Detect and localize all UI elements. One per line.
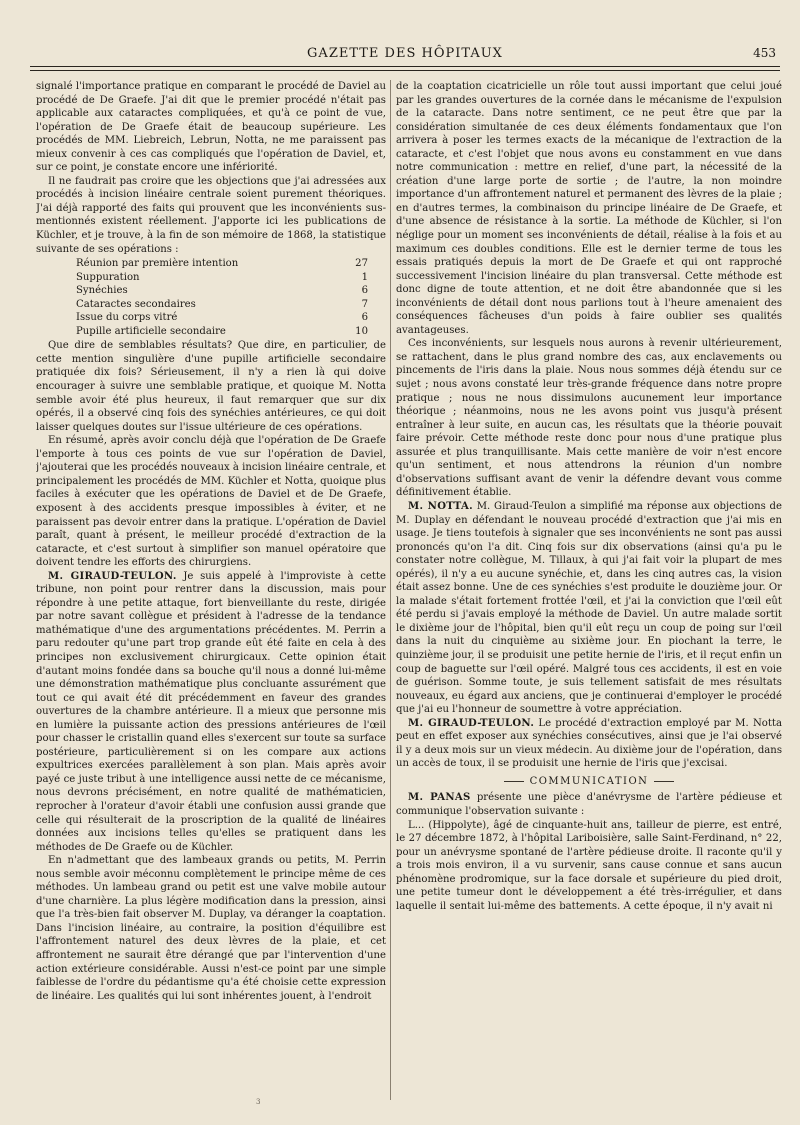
paragraph: signalé l'importance pratique en comparant le procédé de Daviel au procédé de De Graefe. J'ai dit que le premier procédé n'était pas applicable aux cataractes compliquées, et qu'à ce point de vue, l'opération de De Graefe était de beaucoup supérieure. Les procédés de MM. Liebreich, Lebrun, Notta, ne me paraissent pas mieux convenir à ces cas compliqués que l'opération de Daviel, et, sur ce point, je constate encore une infériorité. — [36, 81, 386, 174]
stat-value: 1 — [361, 271, 368, 283]
column-rule — [390, 80, 391, 1100]
stat-value: 27 — [355, 258, 368, 270]
stat-value: 6 — [361, 285, 368, 297]
paragraph: Que dire de semblables résultats? Que dire, en particulier, de cette mention singulière d'une pupille artificielle secondaire pratiquée dix fois? Sérieusement, il n'y a rien là qui doive encourager à suivre une semblable pratique, et quoique M. Notta semble avoir été plus heureux, il faut remarquer que sur dix opérés, il a observé cinq fois des synéchies antérieures, ce qui doit laisser quelques doutes sur l'issue ultérieure de ces opérations. — [36, 340, 386, 433]
stat-row — [36, 284, 386, 298]
paragraph — [396, 500, 782, 717]
paragraph — [36, 570, 386, 854]
paragraph: Il ne faudrait pas croire que les objections que j'ai adressées aux procédés à incision linéaire centrale soient purement théoriques. J'ai déjà rapporté des faits qui prouvent que les inconvénients sus-mentionnés existent réellement. J'apporte ici les publications de Küchler, et je trouve, à la fin de son mémoire de 1868, la statistique suivante de ses opérations : — [36, 175, 386, 255]
stat-label: Issue du corps vitré — [76, 312, 178, 324]
paragraph: En n'admettant que des lambeaux grands ou petits, M. Perrin nous semble avoir méconnu complètement le principe même de ces méthodes. Un lambeau grand ou petit est une valve mobile autour d'une charnière. La plus légère modification dans la pression, ainsi que l'a très-bien fait observer M. Duplay, va déranger la coaptation. Dans l'incision linéaire, au contraire, la position d'équilibre est l'affrontement naturel des deux lèvres de la plaie, et cet affrontement ne saurait être dérangé que par l'intervention d'une action extérieure considérable. Aussi n'est-ce point par une simple faiblesse de l'ordre du pédantisme qu'a été choisie cette expression de linéaire. Les qualités qui lui sont inhérentes jouent, à l'endroit — [36, 855, 386, 1002]
stat-row — [36, 325, 386, 339]
paragraph: de la coaptation cicatricielle un rôle tout aussi important que celui joué par les grandes ouvertures de la cornée dans le mécanisme de l'expulsion de la cataracte. Dans notre sentiment, ce ne peut être que par la considération simultanée de ces deux éléments fondamentaux que l'on arrivera à poser les termes exacts de la mécanique de l'extraction de la cataracte, et c'est l'objet que nous avons eu constamment en vue dans notre communication : mettre en relief, d'une part, la nécessité de la création d'une large porte de sortie ; de l'autre, la non moindre importance d'un affrontement naturel et permanent des lèvres de la plaie ; en d'autres termes, la combinaison du principe linéaire de De Graefe, et d'une absence de résistance à la sortie. La méthode de Küchler, si l'on néglige pour un moment ses inconvénients de détail, réalise à la fois et au maximum ces doubles conditions. Elle est le dernier terme de tous les essais pratiqués depuis la mort de De Graefe et qui ont rapproché successivement l'incision linéaire du plan transversal. Cette méthode est donc digne de toute attention, et ne doit être abandonnée que si les inconvénients de détail dont nous parlions tout à l'heure amenaient des conséquences fâcheuses d'un poids à faire oublier ses qualités avantageuses. — [396, 81, 782, 336]
stat-row — [36, 257, 386, 271]
speaker-name: M. GIRAUD-TEULON. — [408, 717, 535, 729]
right-column — [396, 80, 782, 1100]
running-title: GAZETTE DES HÔPITAUX — [307, 46, 503, 61]
speech-text: M. Giraud-Teulon a simplifié ma réponse aux objections de M. Duplay en défendant le nouveau procédé d'extraction que j'ai mis en usage. Je tiens toutefois à signaler que ses inconvénients ne sont pas aussi prononcés qu'on l'a dit. Cinq fois sur dix observations (ainsi qu'a pu le constater notre collègue, M. Tillaux, à qui j'ai fait voir la plupart de mes opérés), il n'y a eu aucune synéchie, et, dans les cinq autres cas, la vision était assez bonne. Une de ces synéchies s'est produite le douzième jour. Or la malade s'était fortement frottée l'œil, et j'ai la conviction que l'œil eût été perdu si j'avais employé la méthode de Daviel. Un autre malade sortit le dixième jour de l'hôpital, bien qu'il eût reçu un coup de poing sur l'œil dans la nuit du cinquième au sixième jour. En piochant la terre, le quinzième jour, il se produisit une petite hernie de l'iris, et il reçut enfin un coup de baguette sur l'œil opéré. Malgré tous ces accidents, il est en voie de guérison. Somme toute, je suis tellement satisfait de mes résultats nouveaux, eu égard aux anciens, que je continuerai d'employer le procédé que j'ai eu l'honneur de soumettre à votre appréciation. — [396, 500, 782, 716]
stat-label: Synéchies — [76, 285, 128, 297]
page-number: 453 — [753, 46, 776, 60]
left-column — [36, 80, 386, 1100]
speaker-name: M. NOTTA. — [408, 500, 473, 512]
paragraph — [396, 791, 782, 818]
paragraph: En résumé, après avoir conclu déjà que l'opération de De Graefe l'emporte à tous ces points de vue sur l'opération de Daviel, j'ajouterai que les procédés nouveaux à incision linéaire centrale, et principalement les procédés de MM. Küchler et Notta, quoique plus faciles à exécuter que les opérations de Daviel et de De Graefe, exposent à des accidents presque impossibles à éviter, et ne paraissent pas devoir entrer dans la pratique. L'opération de Daviel paraît, quant à présent, le meilleur procédé d'extraction de la cataracte, et c'est surtout à simplifier son manuel opératoire que doivent tendre les efforts des chirurgiens. — [36, 435, 386, 569]
paragraph: L... (Hippolyte), âgé de cinquante-huit ans, tailleur de pierre, est entré, le 27 décembre 1872, à l'hôpital Lariboisière, salle Saint-Ferdinand, n° 22, pour un anévrysme spontané de l'artère pédieuse droite. Il raconte qu'il y a trois mois environ, il a vu survenir, sans cause connue et sans aucun phénomène prodromique, sur la face dorsale et supérieure du pied droit, une petite tumeur dont le développement a été très-irrégulier, et dans laquelle il sentait lui-même des battements. A cette époque, il n'y avait ni — [396, 819, 782, 912]
stat-value: 10 — [355, 325, 368, 337]
statistics-table — [36, 257, 386, 338]
signature-mark: 3 — [256, 1098, 261, 1106]
stat-value: 6 — [361, 312, 368, 324]
paragraph: Ces inconvénients, sur lesquels nous aurons à revenir ultérieurement, se rattachent, dans le plus grand nombre des cas, aux enclavements ou pincements de l'iris dans la plaie. Nous nous sommes déjà étendu sur ce sujet ; nous avons constaté leur très-grande fréquence dans notre propre pratique ; nous ne nous dissimulons aucunement leur importance théorique ; néanmoins, nous ne les avons point vus jusqu'à présent entraîner à leur suite, en aucun cas, les résultats que la théorie pouvait faire prévoir. Cette méthode reste donc pour nous d'une pratique plus assurée et plus tranquillisante. Mais cette manière de voir n'est encore qu'un sentiment, et nous attendrons la réunion d'un nombre d'observations suffisant avant de venir la défendre devant vous comme définitivement établie. — [396, 338, 782, 499]
speech-text: Je suis appelé à l'improviste à cette tribune, non point pour rentrer dans la discussion, mais pour répondre à une petite attaque, fort bienveillante du reste, dirigée par notre savant collègue et président à l'adresse de la tendance mathématique d'une des argumentations précédentes. M. Perrin a paru redouter qu'une part trop grande eût été faite en cela à des principes non exclusivement chirurgicaux. Cette opinion était d'autant moins fondée dans sa bouche qu'il nous a donné lui-même une démonstration mathématique plus concluante assurément que tout ce qui avait été dit précédemment en faveur des grandes ouvertures de la chambre antérieure. Il a mieux que personne mis en lumière la puissante action des pressions antérieures de l'œil pour chasser le cristallin quand elles s'exercent sur toute sa surface postérieure, particulièrement si on les compare aux actions expultrices exercées parallèlement à son plan. Mais après avoir payé ce juste tribut à une intelligence aussi nette de ce mécanisme, nous devrons précisément, en notre qualité de mathématicien, reprocher à l'orateur d'avoir établi une confusion aussi grande que celle qui résulterait de la proscription de la qualité de linéaires données aux incisions telles qu'elles se pratiquent dans les méthodes de De Graefe ou de Küchler. — [36, 570, 386, 853]
stat-label: Réunion par première intention — [76, 258, 239, 270]
section-heading: COMMUNICATION — [396, 775, 782, 789]
stat-row — [36, 271, 386, 285]
speech-text: Le procédé d'extraction employé par M. Notta peut en effet exposer aux synéchies consécutives, ainsi que je l'ai observé il y a deux mois sur un vieux médecin. Au dixième jour de l'opération, dans un accès de toux, il se produisit une hernie de l'iris que j'excisai. — [396, 717, 782, 770]
page-header — [30, 44, 780, 67]
speaker-name: M. PANAS — [408, 792, 471, 804]
stat-row — [36, 298, 386, 312]
stat-label: Pupille artificielle secondaire — [76, 325, 226, 337]
stat-label: Cataractes secondaires — [76, 298, 196, 310]
stat-value: 7 — [361, 298, 368, 310]
speaker-name: M. GIRAUD-TEULON. — [48, 570, 177, 582]
stat-label: Suppuration — [76, 271, 140, 283]
stat-row — [36, 311, 386, 325]
speech-text: présente une pièce d'anévrysme de l'artère pédieuse et communique l'observation suivante : — [396, 792, 782, 817]
paragraph — [396, 717, 782, 771]
